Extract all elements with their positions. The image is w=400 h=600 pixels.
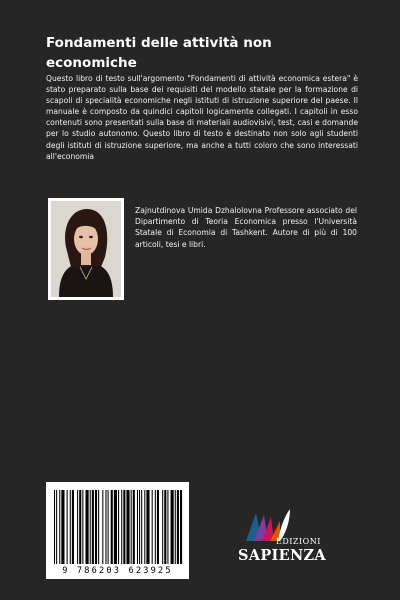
barcode-bar [92,490,94,564]
barcode-bar [164,490,166,564]
barcode-bar [102,490,103,564]
barcode-bar [90,490,91,564]
barcode-bars [52,490,183,566]
barcode-bar [114,490,117,564]
barcode-bar [177,490,179,564]
publisher-name: SAPIENZA [238,547,326,564]
barcode-bar [98,490,99,564]
barcode-bar [59,490,60,564]
book-title: Fondamenti delle attività non economiche [46,35,272,71]
barcode-bar [86,490,89,564]
barcode-bar [139,490,140,564]
barcode-bar [72,490,74,564]
barcode-bar [167,490,168,564]
barcode-bar [111,490,113,564]
barcode-bar [144,490,145,564]
author-bio: Zajnutdinova Umida Dzhalolovna Professore associato del Dipartimento di Teoria Economica presso l'Università Statale di Economia di Tashkent. Autore di più di 100 articoli, tesi e libri. [135,206,357,249]
isbn-barcode [46,482,189,579]
barcode-bar [105,490,106,564]
barcode-bar [157,490,159,564]
barcode-bar [118,490,119,564]
barcode-bar [175,490,176,564]
barcode-bar [123,490,125,564]
barcode-bar [146,490,149,564]
barcode-bar [171,490,174,564]
author-photo [48,198,124,300]
barcode-bar [141,490,142,564]
barcode-bar [61,490,64,564]
barcode-bar [137,490,138,564]
barcode-bar [162,490,163,564]
publisher-label-small: EDIZIONI [276,537,321,546]
barcode-bar [131,490,132,564]
barcode-digits: 9 786203 623925 [62,566,173,576]
barcode-bar [121,490,122,564]
barcode-bar [70,490,71,564]
barcode-bar [54,490,55,564]
barcode-bar [79,490,81,564]
barcode-bar [82,490,83,564]
barcode-bar [180,490,182,564]
barcode-bar [67,490,68,564]
barcode-bar [133,490,135,564]
barcode-bar [126,490,129,564]
book-description: Questo libro di testo sull'argomento "Fondamenti di attività economica estera" è stato preparato sulla base dei requisiti del modello statale per la formazione di scapoli di specialità economiche negli istituti di istruzione superiore del paese. Il manuale è composto da quindici capitoli logicamente collegati. I capitoli in esso contenuti sono presentati sulla base di materiali audiovisivi, test, casi e domande per lo studio autonomo. Questo libro di testo è destinato non solo agli studenti degli istituti di istruzione superiore, ma anche a tutti coloro che sono interessati all'economia [46,74,358,161]
barcode-bar [56,490,57,564]
barcode-bar [108,490,109,564]
barcode-bar [95,490,97,564]
barcode-bar [77,490,78,564]
publisher-logo [234,507,344,569]
author-portrait-image [51,201,121,297]
barcode-bar [155,490,156,564]
barcode-bar [152,490,153,564]
